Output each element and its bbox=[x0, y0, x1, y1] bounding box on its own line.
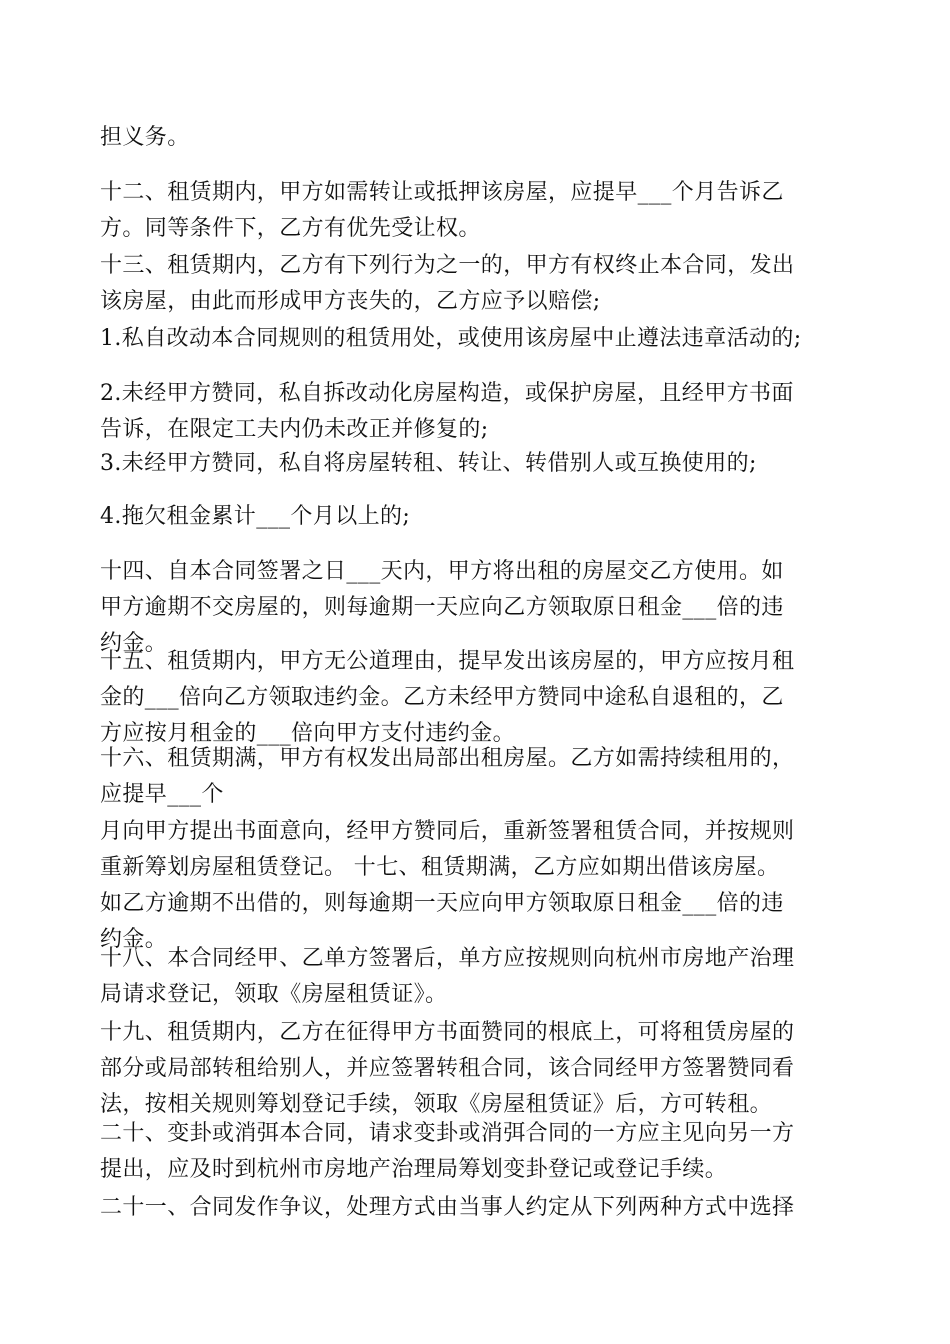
text-line: 十二、租赁期内，甲方如需转让或抵押该房屋，应提早___个月告诉乙 bbox=[100, 180, 784, 205]
text-line: 方。同等条件下，乙方有优先受让权。 bbox=[100, 216, 481, 241]
text-line: 该房屋，由此而形成甲方丧失的，乙方应予以赔偿; bbox=[100, 289, 601, 314]
text-line: 1.私自改动本合同规则的租赁用处，或使用该房屋中止遵法违章活动的; bbox=[100, 326, 802, 351]
text-line: 如乙方逾期不出借的，则每逾期一天应向甲方领取原日租金___倍的违 bbox=[100, 891, 784, 916]
paragraph-clause-18 bbox=[100, 941, 852, 1013]
paragraph-clause-20 bbox=[100, 1116, 852, 1188]
text-line: 法，按相关规则筹划登记手续，领取《房屋租赁证》后，方可转租。 bbox=[100, 1092, 773, 1117]
text-line: 十六、租赁期满，甲方有权发出局部出租房屋。乙方如需持续租用的， bbox=[100, 746, 795, 771]
text-line: 二十一、合同发作争议，处理方式由当事人约定从下列两种方式中选择 bbox=[100, 1195, 795, 1220]
text-line: 4.拖欠租金累计___个月以上的; bbox=[100, 504, 411, 529]
paragraph-item-2 bbox=[100, 376, 852, 448]
paragraph-clause-19 bbox=[100, 1015, 852, 1123]
text-line: 月向甲方提出书面意向，经甲方赞同后，重新签署租赁合同，并按规则 bbox=[100, 819, 795, 844]
paragraph-clause-21 bbox=[100, 1190, 852, 1226]
text-line: 二十、变卦或消弭本合同，请求变卦或消弭合同的一方应主见向另一方 bbox=[100, 1121, 795, 1146]
text-line: 2.未经甲方赞同，私自拆改动化房屋构造，或保护房屋，且经甲方书面 bbox=[100, 381, 794, 406]
text-line: 局请求登记，领取《房屋租赁证》。 bbox=[100, 982, 448, 1007]
paragraph-clause-12 bbox=[100, 175, 852, 247]
text-line: 应提早___个 bbox=[100, 782, 224, 807]
paragraph-continuation bbox=[100, 120, 852, 156]
text-line: 提出，应及时到杭州市房地产治理局筹划变卦登记或登记手续。 bbox=[100, 1157, 728, 1182]
text-line: 方应按月租金的___倍向甲方支付违约金。 bbox=[100, 721, 516, 746]
paragraph-clause-16 bbox=[100, 741, 852, 813]
text-line: 约金。 bbox=[100, 631, 168, 656]
text-line: 甲方逾期不交房屋的，则每逾期一天应向乙方领取原日租金___倍的违 bbox=[100, 595, 784, 620]
text-line: 十九、租赁期内，乙方在征得甲方书面赞同的根底上，可将租赁房屋的 bbox=[100, 1020, 795, 1045]
paragraph-clause-15 bbox=[100, 644, 852, 752]
paragraph-item-1 bbox=[100, 321, 852, 357]
text-line: 部分或局部转租给别人，并应签署转租合同，该合同经甲方签署赞同看 bbox=[100, 1056, 795, 1081]
paragraph-item-4 bbox=[100, 499, 852, 535]
paragraph-item-3 bbox=[100, 446, 852, 482]
text-line: 告诉，在限定工夫内仍未改正并修复的; bbox=[100, 417, 489, 442]
text-line: 担义务。 bbox=[100, 125, 190, 150]
text-line: 重新筹划房屋租赁登记。 十七、租赁期满，乙方应如期出借该房屋。 bbox=[100, 855, 780, 880]
text-line: 十三、租赁期内，乙方有下列行为之一的，甲方有权终止本合同，发出 bbox=[100, 253, 795, 278]
text-line: 3.未经甲方赞同，私自将房屋转租、转让、转借别人或互换使用的; bbox=[100, 451, 757, 476]
text-line: 十四、自本合同签署之日___天内，甲方将出租的房屋交乙方使用。如 bbox=[100, 559, 784, 584]
paragraph-clause-16-cont bbox=[100, 814, 852, 958]
text-line: 金的___倍向乙方领取违约金。乙方未经甲方赞同中途私自退租的，乙 bbox=[100, 685, 784, 710]
paragraph-clause-13 bbox=[100, 248, 852, 320]
text-line: 十八、本合同经甲、乙单方签署后，单方应按规则向杭州市房地产治理 bbox=[100, 946, 795, 971]
text-line: 约金。 bbox=[100, 927, 168, 952]
text-line: 十五、租赁期内，甲方无公道理由，提早发出该房屋的，甲方应按月租 bbox=[100, 649, 795, 674]
